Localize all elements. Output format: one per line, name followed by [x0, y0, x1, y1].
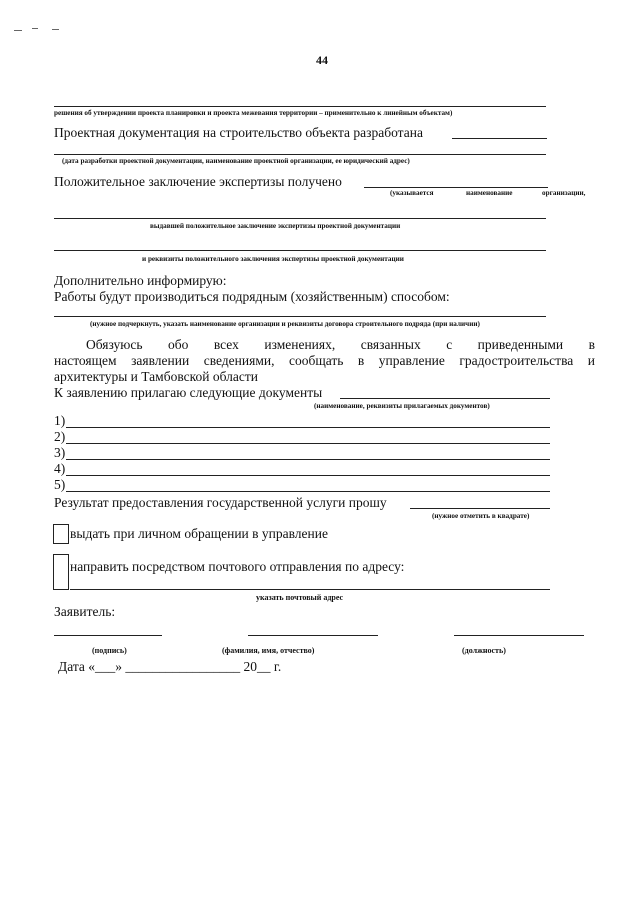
postal-caption: указать почтовый адрес — [256, 593, 344, 602]
attach-item-field[interactable] — [66, 443, 550, 444]
obligation-word: всех — [213, 337, 239, 352]
option-personal-pickup: выдать при личном обращении в управление — [70, 526, 328, 541]
attach-field[interactable] — [340, 398, 550, 399]
applicant-label: Заявитель: — [54, 604, 116, 619]
result-label: Результат предоставления государственной услуги прошу — [54, 495, 387, 510]
obligation-word: Обязуюсь — [86, 337, 143, 352]
attach-item-field[interactable] — [66, 459, 550, 460]
caption-expertise-org: выдавшей положительное заключение экспертизы проектной документации — [150, 222, 401, 230]
obligation-line-2: настоящем заявлении сведениями, сообщать в управление градостроительства и — [54, 353, 595, 368]
project-docs-field-2[interactable] — [54, 154, 546, 155]
obligation-word: обо — [168, 337, 189, 352]
option-postal-delivery: направить посредством почтового отправления по адресу: — [70, 559, 405, 574]
personal-pickup-checkbox[interactable] — [53, 524, 69, 544]
postal-address-field[interactable] — [70, 589, 550, 590]
result-field[interactable] — [410, 508, 550, 509]
caption-signature: (подпись) — [92, 646, 127, 655]
obligation-word: в — [588, 337, 595, 352]
attach-item-number: 4) — [54, 461, 66, 476]
project-docs-label: Проектная документация на строительство объекта разработана — [54, 125, 423, 140]
caption-project-docs: (дата разработки проектной документации, наименование проектной организации, ее юридический адрес) — [62, 157, 410, 165]
project-docs-field[interactable] — [452, 138, 547, 139]
obligation-line-3: архитектуры и Тамбовской области — [54, 369, 258, 384]
expertise-label: Положительное заключение экспертизы получено — [54, 174, 342, 189]
postal-delivery-checkbox[interactable] — [53, 554, 69, 590]
obligation-word: с — [446, 337, 453, 352]
expertise-caption-c: организации, — [542, 189, 586, 197]
attach-label: К заявлению прилагаю следующие документы — [54, 385, 323, 400]
expertise-details-field[interactable] — [54, 250, 546, 251]
obligation-word: изменениях, — [264, 337, 336, 352]
scan-speck — [52, 29, 59, 30]
result-caption: (нужное отметить в квадрате) — [432, 512, 530, 520]
work-method-label: Работы будут производиться подрядным (хозяйственным) способом: — [54, 289, 450, 304]
full-name-field[interactable] — [248, 635, 378, 636]
expertise-caption-a: (указывается — [390, 189, 434, 197]
attach-caption: (наименование, реквизиты прилагаемых документов) — [314, 402, 490, 410]
obligation-line-1 — [54, 337, 595, 353]
obligation-word: приведенными — [477, 337, 564, 352]
obligation-word: связанных — [360, 337, 421, 352]
attach-item-number: 2) — [54, 429, 66, 444]
page-number: 44 — [316, 53, 328, 67]
caption-approval-decision: решения об утверждении проекта планировки и проекта межевания территории – применительно к линейным объектам) — [54, 109, 453, 117]
attach-item-number: 1) — [54, 413, 66, 428]
attach-item-field[interactable] — [66, 427, 550, 428]
attach-item-number: 5) — [54, 477, 66, 492]
signature-field[interactable] — [54, 635, 162, 636]
date-line: Дата «___» _________________ 20__ г. — [58, 659, 282, 674]
caption-full-name: (фамилия, имя, отчество) — [222, 646, 315, 655]
expertise-field[interactable] — [364, 187, 548, 188]
expertise-org-field[interactable] — [54, 218, 546, 219]
scan-speck — [32, 28, 38, 29]
attach-item-field[interactable] — [66, 491, 550, 492]
contractor-field[interactable] — [54, 316, 546, 317]
position-field[interactable] — [454, 635, 584, 636]
scan-speck — [14, 30, 22, 31]
attach-item-number: 3) — [54, 445, 66, 460]
additional-info-label: Дополнительно информирую: — [54, 273, 227, 288]
expertise-caption-b: наименование — [466, 189, 513, 197]
fill-line — [54, 106, 546, 107]
attach-item-field[interactable] — [66, 475, 550, 476]
caption-expertise-details: и реквизиты положительного заключения экспертизы проектной документации — [142, 255, 404, 263]
caption-position: (должность) — [462, 646, 506, 655]
caption-contractor: (нужное подчеркнуть, указать наименование организации и реквизиты договора строительного подряда (при наличии) — [90, 320, 480, 328]
